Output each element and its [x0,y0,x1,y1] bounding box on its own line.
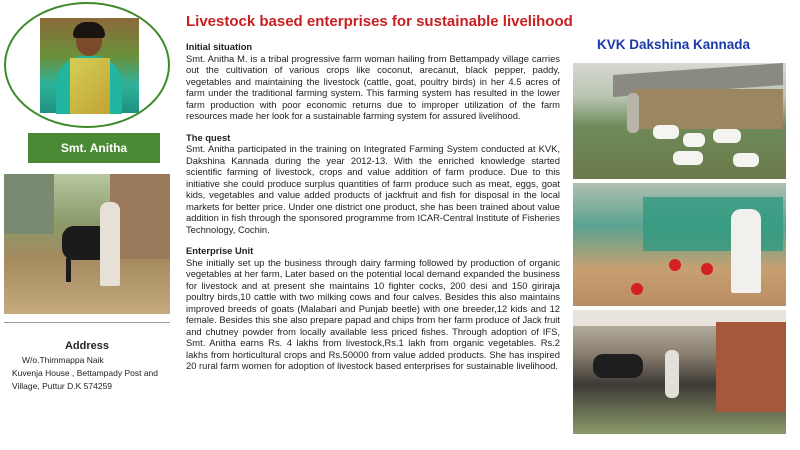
photo-feeder [701,263,713,275]
section-text-enterprise-unit: She initially set up the business through dairy farming followed by production of organic vegetables at her farm, Later based on the potential local demand expanded the business for livestock and at present she maintains 10 fighter cocks, 200 desi and 150 giriraja poultry birds,10 cattle with two milking cows and four calves. Besides this also maintains improved breeds of goats (Malabari and Punjab beetle) with one breeder,12 kids and 12 female. Besides this she also prepare papad and chips from her farm produce of Jack fruit and chutney powder from locally available less priced fishes. Through adoption of IFS, Smt. Anitha earns Rs. 4 lakhs from livestock,Rs.1 lakh from organic vegetables. Rs.2 lakhs from horticultural crops and Rs.50000 from value added products. She has inspired 20 rural farm women for adoption of livestock based enterprises for sustainable livelihood. [186,256,560,371]
section-text-initial-situation: Smt. Anitha M. is a tribal progressive farm woman hailing from Bettampady village carries out the cultivation of various crops like coconut, arecanut, black pepper, paddy, vegetables and maintaining the livestock (cattle, goat, poultry birds) in her 4.5 acres of farm under the traditional farming system. This farming system has resulted in the lower farm production with poor economic returns due to improper utilization of the farm resources made her look for a sustainable farming system for assured livelihood. [186,52,560,121]
photo-feeder [669,259,681,271]
section-heading-enterprise-unit: Enterprise Unit [186,245,254,256]
section-heading-the-quest: The quest [186,131,231,143]
name-badge: Smt. Anitha [28,133,160,163]
poultry-unit-photo [573,183,786,306]
goat-farm-photo [4,174,170,314]
page-title: Livestock based enterprises for sustainable livelihood [186,13,573,30]
photo-goat [653,125,679,139]
portrait-figure-hair [73,22,105,38]
photo-net [643,197,783,251]
portrait-photo [40,18,139,113]
photo-brick-wall [716,322,786,412]
photo-goat [733,153,759,167]
photo-shed [633,89,783,129]
section-text-the-quest: Smt. Anitha participated in the training on Integrated Farming System conducted at KVK, Dakshina Kannada during the year 2012-13. With the enriched knowledge started scientific farming of livestock, crops and value addition of farm produce. Due to this initiative she could produce surplus quantities of farm produce such as meat, eggs, goat kids, vegetables and value added products of jackfruit and fish for disposal in the local markets for better price. Under one district one product, she has been trained about value addition in fish through the sponsored programme from ICAR-Central Institute of Fisheries Technology, Cochin. [186,143,560,235]
photo-goat [713,129,741,143]
article-body [186,41,560,382]
photo-goat-leg [66,258,71,282]
goat-shed-photo [573,63,786,179]
photo-cow [593,354,643,378]
portrait-figure-scarf [70,58,110,114]
address-line: Kuvenja House , Bettampady Post and [12,368,159,378]
address-divider [4,322,170,323]
photo-woman [100,202,120,286]
organization-name: KVK Dakshina Kannada [597,37,751,52]
photo-person [627,93,639,133]
photo-goat [683,133,705,147]
photo-woman [731,209,761,293]
address-line: Village, Puttur D.K 574259 [12,381,113,391]
section-heading-initial-situation: Initial situation [186,41,253,52]
address-heading: Address [64,340,110,352]
photo-feeder [631,283,643,295]
photo-shed [4,174,54,234]
photo-goat [673,151,703,165]
cattle-shed-photo [573,310,786,434]
address-line: W/o.Thimmappa Naik [22,355,104,365]
portrait-frame [4,2,170,128]
photo-person [665,350,679,398]
